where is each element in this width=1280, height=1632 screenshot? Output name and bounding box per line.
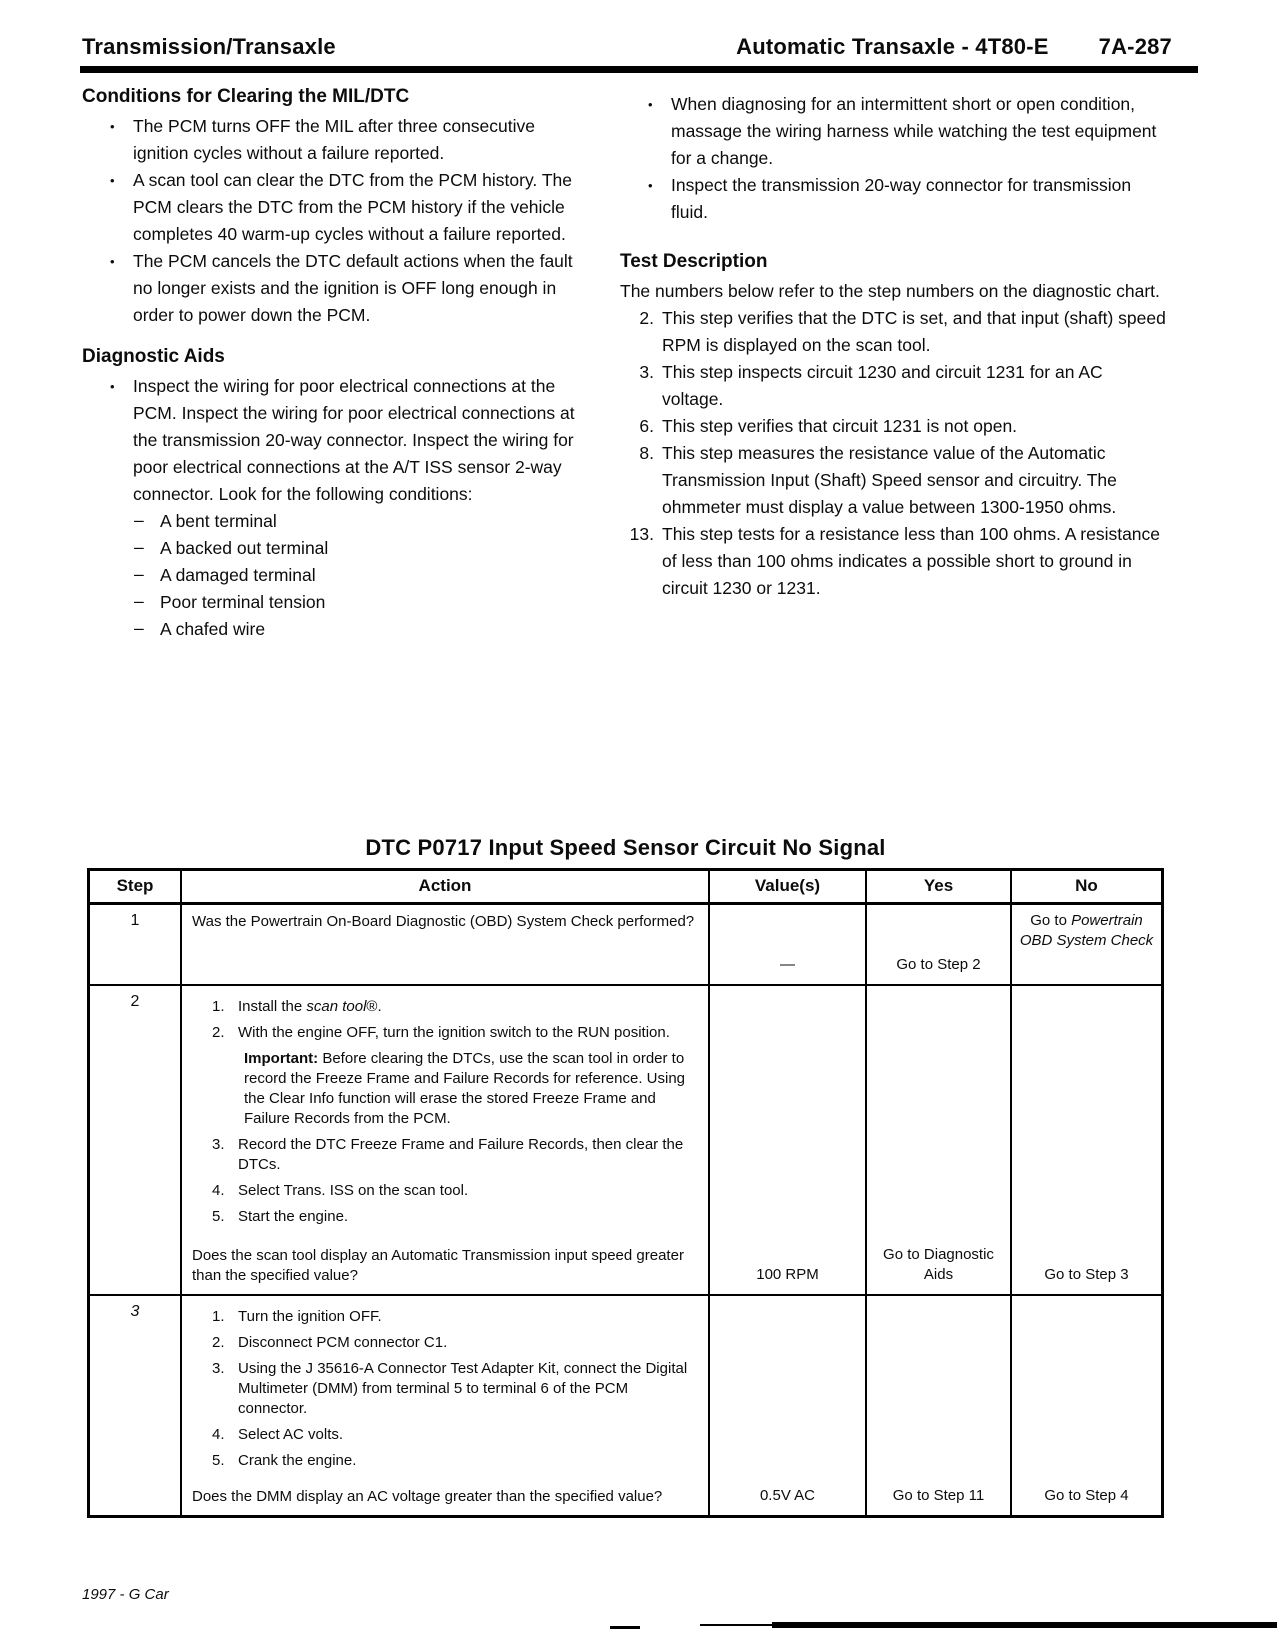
numbered-item [620, 521, 1168, 602]
go-to-text [1016, 911, 1157, 951]
table-row-2-yes: Go to Diagnostic Aids [867, 986, 1012, 1296]
sub-list-item-text: A damaged terminal [160, 565, 316, 585]
table-row-1-action [182, 905, 710, 986]
bullet-marker: • [648, 178, 653, 193]
list-item-text: Inspect the wiring for poor electrical connections at the PCM. Inspect the wiring for poor electrical connections at the transmission 20-way connector. Inspect the wiring for poor electrical connections at the A/T ISS sensor 2-way connector. Look for the following conditions: [133, 376, 575, 504]
doc-section-title: Transmission/Transaxle [82, 34, 336, 59]
action-question: Was the Powertrain On-Board Diagnostic (OBD) System Check performed? [192, 913, 695, 930]
list-item-text: When diagnosing for an intermittent short or open condition, massage the wiring harness while watching the test equipment for a change. [671, 94, 1157, 168]
action-step-number: 1. [212, 998, 225, 1015]
item-text: This step measures the resistance value of the Automatic Transmission Input (Shaft) Speed sensor and circuitry. The ohmmeter must display a value between 1300-1950 ohms. [662, 443, 1117, 517]
action-step-text: Using the J 35616-A Connector Test Adapter Kit, connect the Digital Multimeter (DMM) from terminal 5 to terminal 6 of the PCM connector. [238, 1360, 688, 1417]
table-row-1-step: 1 [90, 905, 182, 986]
table-row-2-no: Go to Step 3 [1012, 986, 1161, 1296]
dash-marker: – [134, 564, 144, 584]
action-step [192, 1207, 698, 1227]
table-row-3-step: 3 [90, 1296, 182, 1515]
action-step-number: 4. [212, 1182, 225, 1199]
item-number: 13. [629, 524, 654, 544]
table-row-3-no: Go to Step 4 [1044, 1487, 1129, 1504]
table-row-2-action [182, 986, 710, 1296]
dash-marker: – [134, 510, 144, 530]
dtc-table-section [87, 834, 1164, 1518]
col-header-no: No [1012, 871, 1161, 905]
doc-subsection-title: Automatic Transaxle - 4T80-E [736, 34, 1049, 59]
important-text: Before clearing the DTCs, use the scan tool in order to record the Freeze Frame and Failure Records for reference. Using the Clear Info function will erase the stored Freeze Frame and Failure Records from the PCM. [244, 1050, 686, 1127]
action-step-number: 1. [212, 1308, 225, 1325]
go-to-prefix: Go to [1030, 912, 1072, 929]
col-header-action: Action [182, 871, 710, 905]
sub-list-item-text: Poor terminal tension [160, 592, 326, 612]
action-step [192, 1425, 698, 1445]
item-number: 2. [639, 308, 654, 328]
action-question: Does the DMM display an AC voltage greater than the specified value? [192, 1488, 663, 1505]
list-item-text: A scan tool can clear the DTC from the PCM history. The PCM clears the DTC from the PCM history if the vehicle completes 40 warm-up cycles without a failure reported. [133, 170, 572, 244]
page-edge-mark [700, 1624, 780, 1626]
item-number: 8. [639, 443, 654, 463]
action-step-text: Start the engine. [238, 1208, 349, 1225]
text-part: Install the [238, 998, 307, 1015]
footer-model-year: 1997 - G Car [82, 1586, 169, 1603]
sub-list-item-text: A bent terminal [160, 511, 277, 531]
action-step [192, 1333, 698, 1353]
table-row-2-step: 2 [90, 986, 182, 1296]
dash-marker: – [134, 618, 144, 638]
dash-marker: – [134, 537, 144, 557]
heading-test-description: Test Description [620, 251, 768, 272]
header-right-group [736, 34, 1172, 60]
go-to-target: Powertrain OBD System Check [1019, 912, 1154, 949]
list-item-text: Inspect the transmission 20-way connector for transmission fluid. [671, 175, 1132, 222]
action-step-text: Crank the engine. [238, 1452, 357, 1469]
sub-list-item [82, 562, 584, 589]
heading-diagnostic-aids: Diagnostic Aids [82, 346, 225, 367]
table-row-2-value: 100 RPM [710, 986, 867, 1296]
action-step [192, 1023, 698, 1043]
left-column [82, 86, 584, 643]
sub-list-item [82, 616, 584, 643]
dtc-table [87, 868, 1164, 1518]
action-step-number: 4. [212, 1426, 225, 1443]
page-edge-mark [772, 1622, 1277, 1628]
table-row-1-no [1012, 905, 1161, 986]
numbered-item [620, 440, 1168, 521]
list-item-text: The PCM cancels the DTC default actions when the fault no longer exists and the ignition is OFF long enough in order to power down the PCM. [133, 251, 573, 325]
action-question: Does the scan tool display an Automatic Transmission input speed greater than the specified value? [192, 1247, 684, 1284]
action-step-text: Select Trans. ISS on the scan tool. [238, 1182, 469, 1199]
item-text: This step verifies that the DTC is set, and that input (shaft) speed RPM is displayed on the scan tool. [662, 308, 1166, 355]
list-item [82, 113, 584, 167]
action-step-text: Record the DTC Freeze Frame and Failure Records, then clear the DTCs. [238, 1136, 684, 1173]
action-step-number: 5. [212, 1452, 225, 1469]
item-text: This step verifies that circuit 1231 is not open. [662, 416, 1018, 436]
action-step-text: With the engine OFF, turn the ignition switch to the RUN position. [238, 1024, 670, 1041]
item-number: 3. [639, 362, 654, 382]
list-item [620, 91, 1168, 172]
test-description-intro: The numbers below refer to the step numbers on the diagnostic chart. [620, 281, 1160, 301]
action-step [192, 997, 698, 1017]
col-header-yes: Yes [867, 871, 1012, 905]
sub-list-item [82, 589, 584, 616]
numbered-item [620, 413, 1168, 440]
bullet-marker: • [110, 173, 115, 188]
bullet-marker: • [648, 97, 653, 112]
col-header-step: Step [90, 871, 182, 905]
action-step-number: 5. [212, 1208, 225, 1225]
header-rule [80, 66, 1198, 73]
action-step-number: 2. [212, 1024, 225, 1041]
bullet-marker: • [110, 119, 115, 134]
important-label: Important: [244, 1050, 319, 1067]
list-item [82, 248, 584, 329]
item-text: This step inspects circuit 1230 and circuit 1231 for an AC voltage. [662, 362, 1103, 409]
dash-marker: – [134, 591, 144, 611]
page-edge-mark [610, 1626, 640, 1629]
action-step-text: Turn the ignition OFF. [238, 1308, 382, 1325]
item-number: 6. [639, 416, 654, 436]
right-column [620, 86, 1168, 602]
list-item [82, 167, 584, 248]
list-item [82, 373, 584, 508]
table-row-3-value: 0.5V AC [710, 1296, 867, 1515]
dtc-table-title: DTC P0717 Input Speed Sensor Circuit No Signal [365, 835, 886, 860]
action-step-text: Select AC volts. [238, 1426, 344, 1443]
action-step-text: Disconnect PCM connector C1. [238, 1334, 448, 1351]
bullet-marker: • [110, 254, 115, 269]
item-text: This step tests for a resistance less than 100 ohms. A resistance of less than 100 ohms indicates a possible short to ground in circuit 1230 or 1231. [662, 524, 1161, 598]
sub-list-item-text: A chafed wire [160, 619, 266, 639]
action-step [192, 1359, 698, 1419]
col-header-values: Value(s) [710, 871, 867, 905]
list-item [620, 172, 1168, 226]
sub-list-item-text: A backed out terminal [160, 538, 329, 558]
action-step-text [238, 997, 698, 1017]
list-item-text: The PCM turns OFF the MIL after three consecutive ignition cycles without a failure reported. [133, 116, 536, 163]
table-row-3-yes: Go to Step 11 [867, 1296, 1012, 1515]
action-step-number: 3. [212, 1136, 225, 1153]
action-step-number: 2. [212, 1334, 225, 1351]
sub-list-item [82, 508, 584, 535]
table-row-1-yes: Go to Step 2 [867, 905, 1012, 986]
numbered-item [620, 305, 1168, 359]
bullet-marker: • [110, 379, 115, 394]
heading-conditions-clearing: Conditions for Clearing the MIL/DTC [82, 86, 410, 107]
page-number: 7A-287 [1098, 34, 1172, 59]
action-step-number: 3. [212, 1360, 225, 1377]
action-step [192, 1181, 698, 1201]
action-step [192, 1135, 698, 1175]
important-note [244, 1049, 698, 1129]
text-italic: scan tool [306, 998, 367, 1015]
sub-list-item [82, 535, 584, 562]
table-row-3-action [182, 1296, 710, 1515]
numbered-item [620, 359, 1168, 413]
action-step [192, 1307, 698, 1327]
table-row-1-value: — [710, 905, 867, 986]
text-part: ®. [366, 998, 382, 1015]
action-step [192, 1451, 698, 1471]
